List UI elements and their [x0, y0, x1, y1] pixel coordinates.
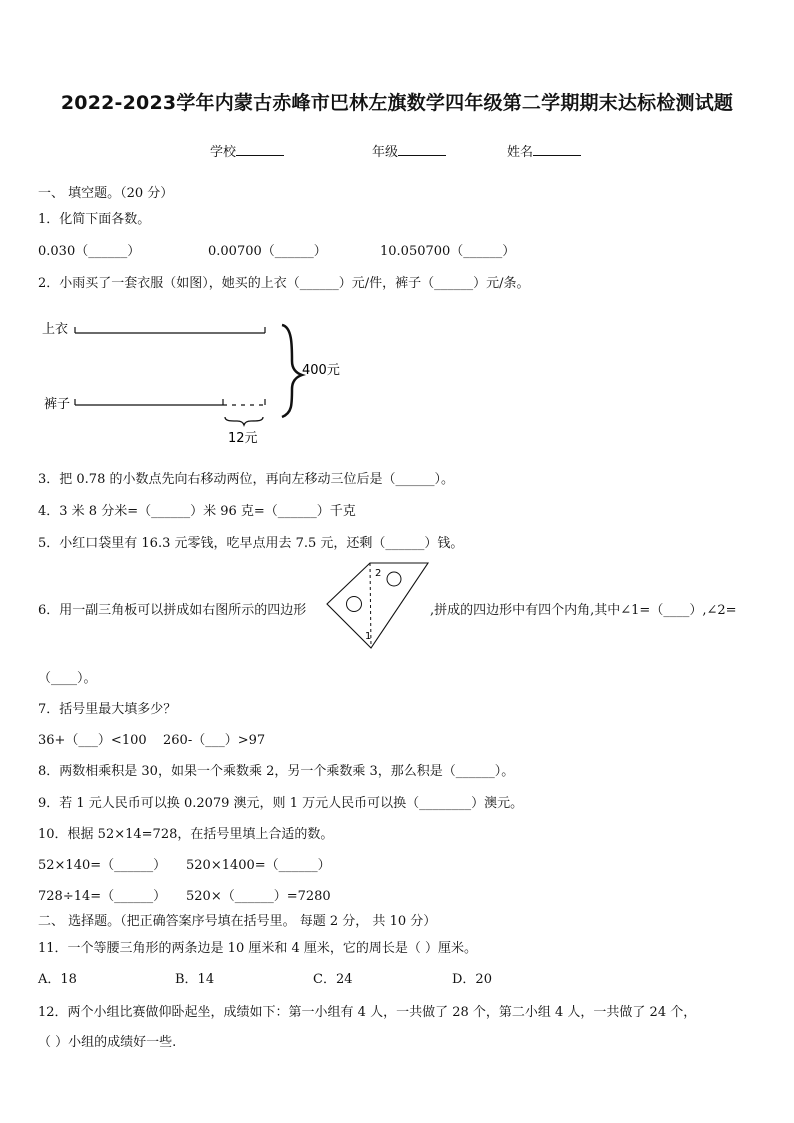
q1-item-b: 0.00700（______）	[208, 244, 327, 259]
school-field[interactable]	[210, 141, 284, 160]
question-10: 10．根据 52×14=728，在括号里填上合适的数。	[38, 827, 334, 842]
q10-item-b: 520×1400=（______）	[186, 858, 331, 873]
question-6-end: ,拼成的四边形中有四个内角,其中∠1=（____）,∠2=	[430, 603, 737, 618]
question-2: 2．小雨买了一套衣服（如图），她买的上衣（______）元/件，裤子（______）元/条。	[38, 276, 530, 291]
q10-item-c: 728÷14=（______）	[38, 889, 167, 904]
q1-item-c: 10.050700（______）	[380, 244, 516, 259]
shirt-label: 上衣	[42, 322, 69, 337]
q10-item-a: 52×140=（______）	[38, 858, 167, 873]
triangle-quadrilateral-figure	[325, 560, 430, 652]
question-11: 11．一个等腰三角形的两条边是 10 厘米和 4 厘米，它的周长是（ ）厘米。	[38, 941, 478, 956]
question-9: 9．若 1 元人民币可以换 0.2079 澳元，则 1 万元人民币可以换（________）澳元。	[38, 796, 524, 811]
q7-item-b: 260-（___）>97	[163, 733, 266, 748]
question-12-line2: （ ）小组的成绩好一些.	[38, 1035, 177, 1050]
question-1: 1．化简下面各数。	[38, 212, 151, 227]
name-blank[interactable]	[533, 143, 581, 156]
diff-label: 12元	[228, 431, 258, 446]
section-1-heading: 一、 填空题。（20 分）	[38, 186, 174, 201]
school-label: 学校	[210, 145, 237, 160]
total-brace	[282, 325, 302, 417]
question-12-line1: 12．两个小组比赛做仰卧起坐，成绩如下：第一小组有 4 人，一共做了 28 个，第二小组 4 人，一共做了 24 个，	[38, 1005, 697, 1020]
question-3: 3．把 0.78 的小数点先向右移动两位，再向左移动三位后是（______）。	[38, 472, 454, 487]
name-field[interactable]	[507, 141, 581, 160]
right-hole	[387, 572, 401, 586]
question-8: 8．两数相乘积是 30，如果一个乘数乘 2，另一个乘数乘 3，那么积是（______）。	[38, 764, 515, 779]
clothes-price-diagram	[30, 305, 360, 450]
question-6-continued: （____）。	[38, 671, 97, 686]
name-label: 姓名	[507, 145, 534, 160]
q11-option-d: D．20	[452, 972, 492, 987]
grade-label: 年级	[372, 145, 399, 160]
q11-option-c: C．24	[313, 972, 353, 987]
grade-field[interactable]	[372, 141, 446, 160]
q1-item-a: 0.030（______）	[38, 244, 141, 259]
q11-option-b: B．14	[175, 972, 215, 987]
q7-item-a: 36+（___）<100	[38, 733, 147, 748]
question-5: 5．小红口袋里有 16.3 元零钱，吃早点用去 7.5 元，还剩（______）钱。	[38, 536, 464, 551]
total-label: 400元	[302, 363, 340, 378]
question-6-start: 6．用一副三角板可以拼成如右图所示的四边形	[38, 603, 307, 618]
grade-blank[interactable]	[398, 143, 446, 156]
question-4: 4．3 米 8 分米=（______）米 96 克=（______）千克	[38, 504, 356, 519]
page-title: 2022-2023学年内蒙古赤峰市巴林左旗数学四年级第二学期期末达标检测试题	[60, 92, 734, 114]
section-2-heading: 二、 选择题。（把正确答案序号填在括号里。 每题 2 分， 共 10 分）	[38, 914, 437, 929]
angle-1-label: 1	[365, 631, 372, 642]
angle-2-label: 2	[375, 568, 382, 579]
diff-brace	[225, 417, 263, 425]
pants-label: 裤子	[44, 397, 71, 412]
q11-option-a: A．18	[38, 972, 77, 987]
school-blank[interactable]	[236, 143, 284, 156]
q10-item-d: 520×（______）=7280	[186, 889, 331, 904]
question-7: 7．括号里最大填多少？	[38, 702, 177, 717]
left-hole	[347, 597, 362, 612]
